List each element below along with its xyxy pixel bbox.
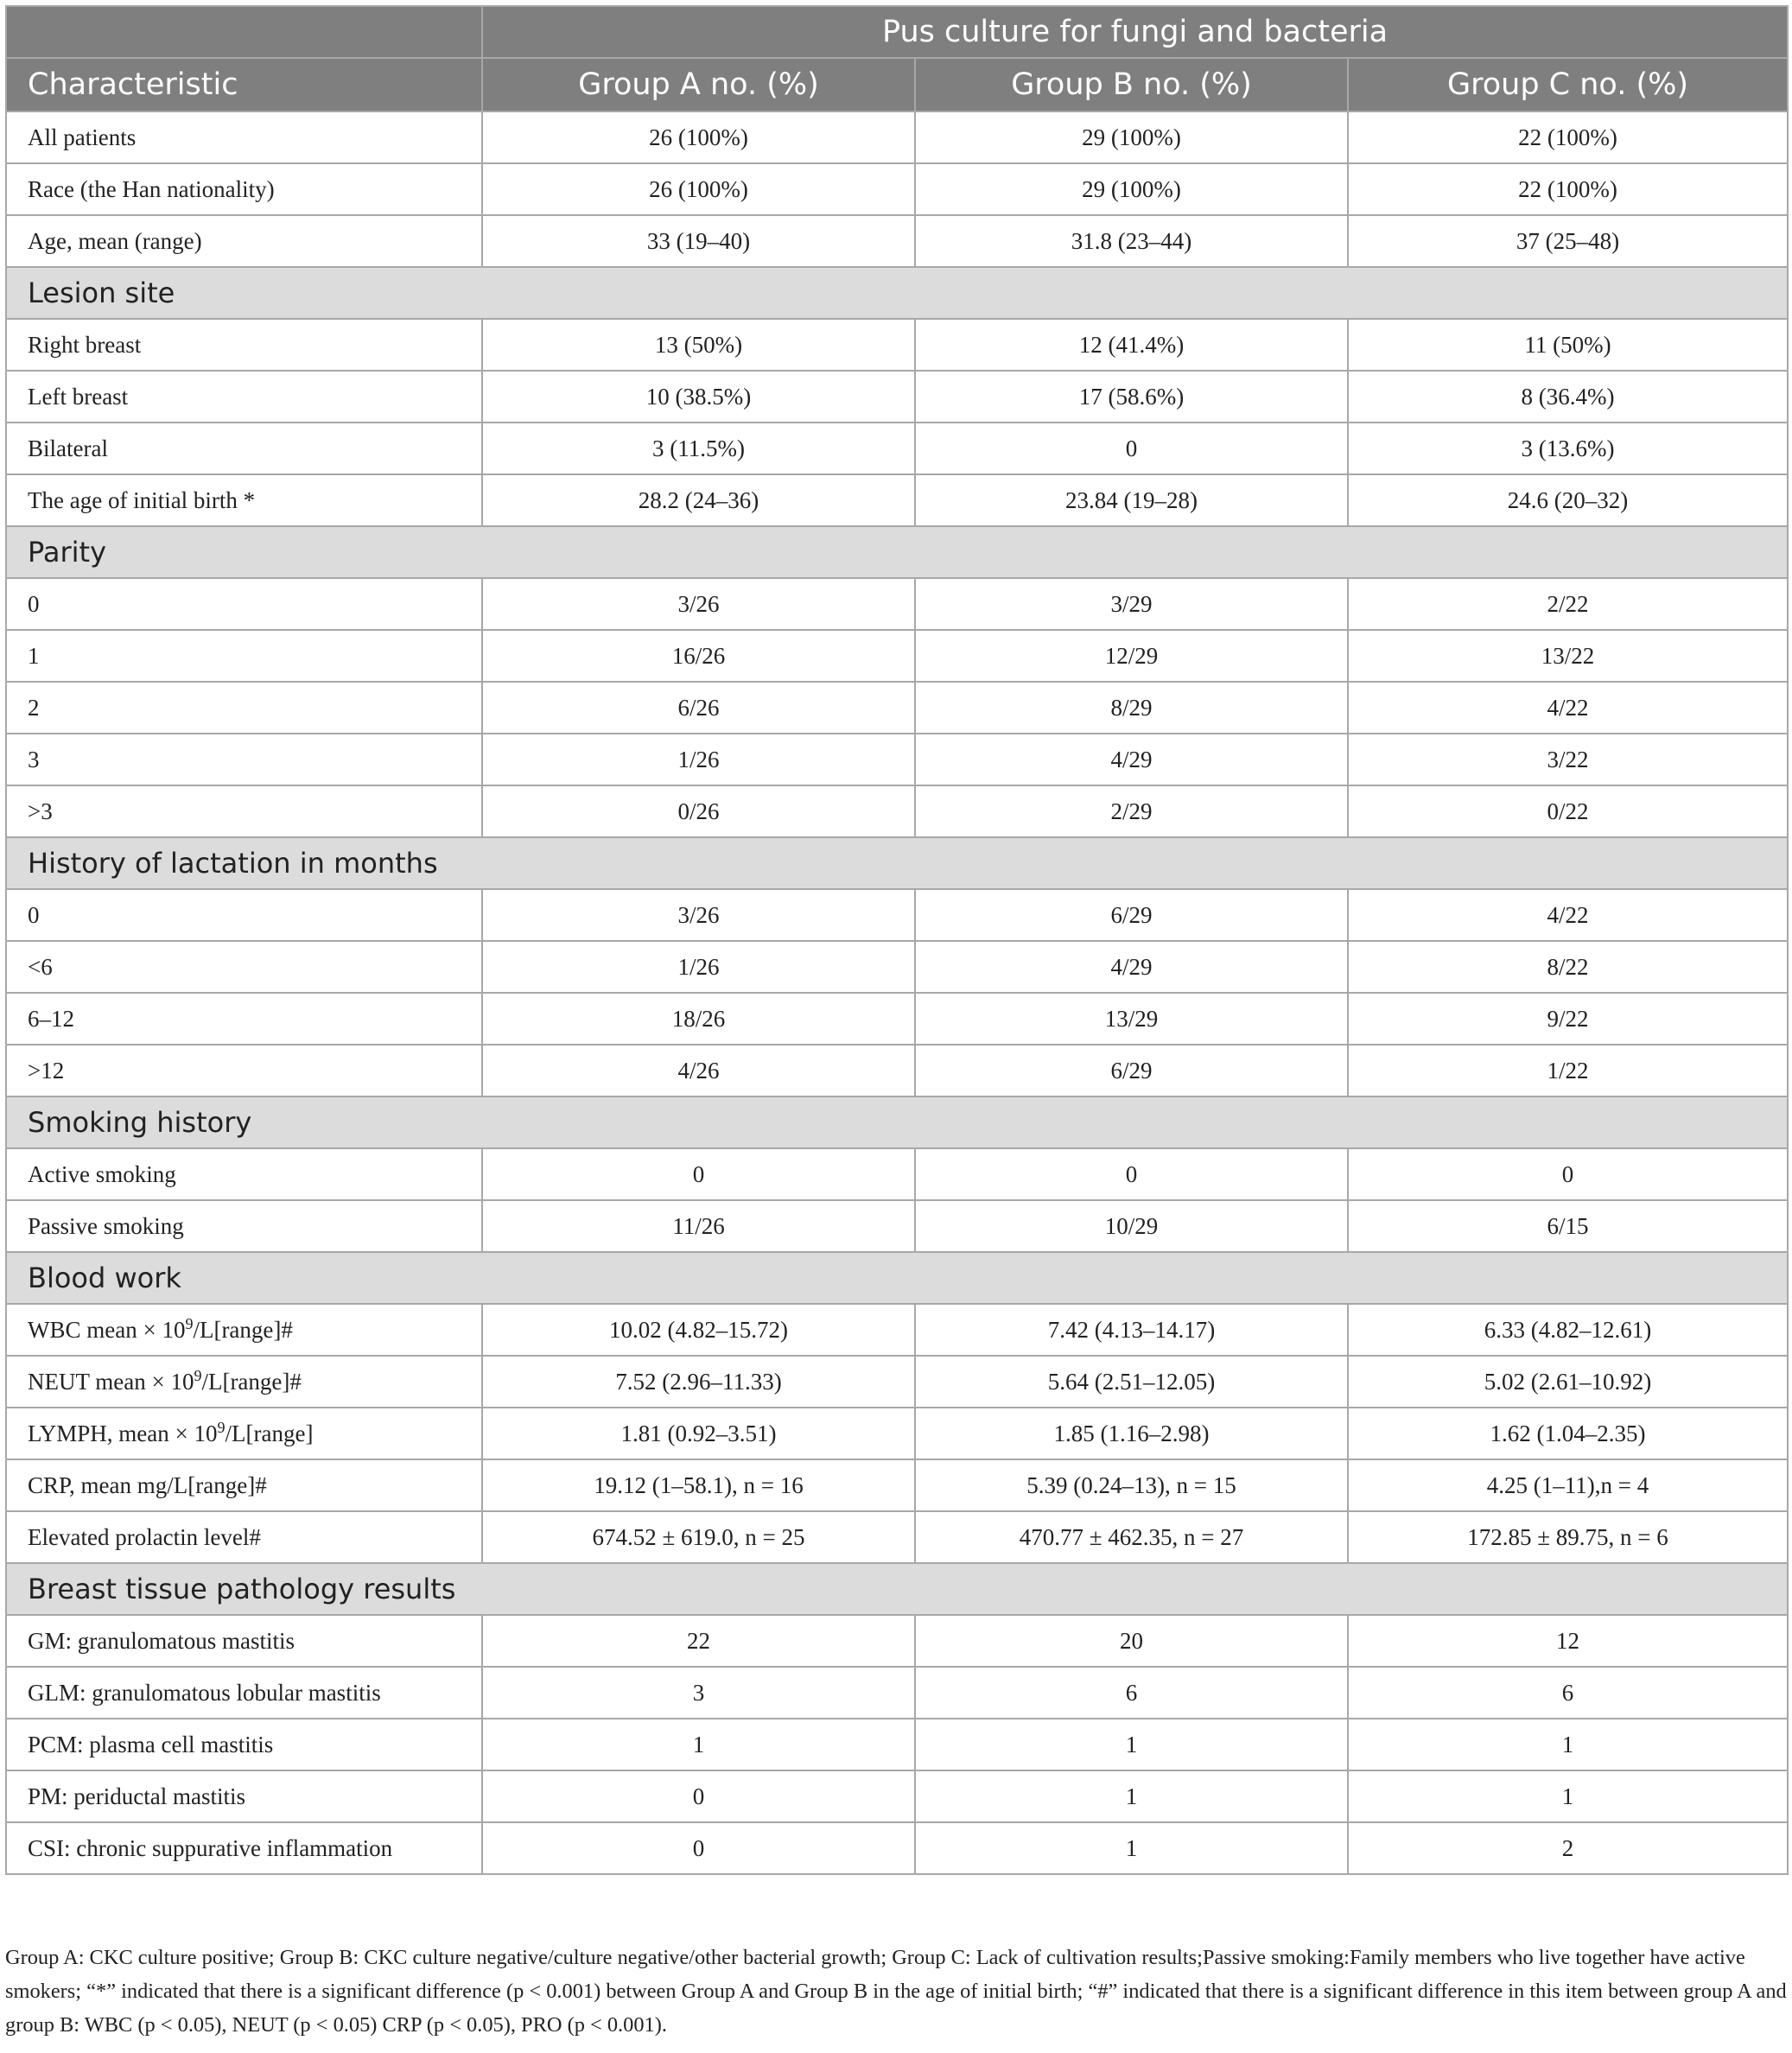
cell-group-b: 5.39 (0.24–13), n = 15	[915, 1459, 1348, 1511]
cell-group-c: 2	[1348, 1822, 1788, 1874]
column-header-group-c: Group C no. (%)	[1348, 58, 1788, 111]
cell-group-a: 26 (100%)	[482, 111, 915, 163]
row-label-superscript: 9	[194, 1366, 202, 1384]
cell-group-a: 22	[482, 1615, 915, 1667]
section-header-row	[6, 1096, 1788, 1148]
cell-group-a: 13 (50%)	[482, 319, 915, 371]
column-header-group-b: Group B no. (%)	[915, 58, 1348, 111]
table-row	[6, 371, 1788, 423]
table-row	[6, 1511, 1788, 1563]
row-label: PM: periductal mastitis	[6, 1770, 482, 1822]
section-header-row	[6, 267, 1788, 319]
row-label: Right breast	[6, 319, 482, 371]
table-row	[6, 630, 1788, 682]
table-row	[6, 1408, 1788, 1459]
row-label: All patients	[6, 111, 482, 163]
row-label-unit: /L[range]	[225, 1420, 314, 1446]
cell-group-c: 24.6 (20–32)	[1348, 474, 1788, 526]
cell-group-b: 470.77 ± 462.35, n = 27	[915, 1511, 1348, 1563]
cell-group-b: 23.84 (19–28)	[915, 474, 1348, 526]
row-label: CSI: chronic suppurative inflammation	[6, 1822, 482, 1874]
table-row	[6, 785, 1788, 837]
column-header-row	[6, 58, 1788, 111]
table-title-row	[6, 6, 1788, 58]
cell-group-a: 16/26	[482, 630, 915, 682]
table-body	[6, 111, 1788, 1874]
table-row	[6, 1667, 1788, 1719]
table-title: Pus culture for fungi and bacteria	[482, 6, 1788, 58]
table-figure	[5, 5, 1787, 1875]
cell-group-c: 1	[1348, 1770, 1788, 1822]
row-label: PCM: plasma cell mastitis	[6, 1719, 482, 1770]
column-header-group-a: Group A no. (%)	[482, 58, 915, 111]
cell-group-a: 3/26	[482, 889, 915, 941]
row-label: >12	[6, 1045, 482, 1096]
section-label: Breast tissue pathology results	[6, 1563, 1788, 1615]
cell-group-c: 6	[1348, 1667, 1788, 1719]
row-label: Active smoking	[6, 1148, 482, 1200]
cell-group-a: 0/26	[482, 785, 915, 837]
cell-group-c: 3/22	[1348, 734, 1788, 785]
cell-group-b: 1	[915, 1770, 1348, 1822]
cell-group-c: 3 (13.6%)	[1348, 423, 1788, 474]
cell-group-c: 13/22	[1348, 630, 1788, 682]
cell-group-b: 7.42 (4.13–14.17)	[915, 1304, 1348, 1356]
row-label: 2	[6, 682, 482, 734]
cell-group-a: 4/26	[482, 1045, 915, 1096]
cell-group-b: 6/29	[915, 889, 1348, 941]
section-header-row	[6, 1563, 1788, 1615]
cell-group-a: 10.02 (4.82–15.72)	[482, 1304, 915, 1356]
cell-group-a: 28.2 (24–36)	[482, 474, 915, 526]
data-table	[5, 5, 1789, 1875]
cell-group-b: 6/29	[915, 1045, 1348, 1096]
section-label: Blood work	[6, 1252, 1788, 1304]
cell-group-b: 2/29	[915, 785, 1348, 837]
cell-group-b: 6	[915, 1667, 1348, 1719]
section-label: Parity	[6, 526, 1788, 578]
row-label	[6, 1408, 482, 1459]
row-label: 0	[6, 889, 482, 941]
row-label: 0	[6, 578, 482, 630]
section-label: Smoking history	[6, 1096, 1788, 1148]
cell-group-c: 172.85 ± 89.75, n = 6	[1348, 1511, 1788, 1563]
cell-group-b: 3/29	[915, 578, 1348, 630]
cell-group-a: 33 (19–40)	[482, 215, 915, 267]
cell-group-a: 1	[482, 1719, 915, 1770]
cell-group-b: 8/29	[915, 682, 1348, 734]
cell-group-b: 17 (58.6%)	[915, 371, 1348, 423]
table-row	[6, 889, 1788, 941]
cell-group-c: 0/22	[1348, 785, 1788, 837]
table-row	[6, 993, 1788, 1045]
row-label: The age of initial birth *	[6, 474, 482, 526]
table-row	[6, 734, 1788, 785]
cell-group-b: 13/29	[915, 993, 1348, 1045]
cell-group-b: 1	[915, 1822, 1348, 1874]
cell-group-b: 0	[915, 1148, 1348, 1200]
row-label-text: NEUT mean × 10	[28, 1368, 194, 1395]
table-row	[6, 111, 1788, 163]
cell-group-a: 10 (38.5%)	[482, 371, 915, 423]
table-row	[6, 474, 1788, 526]
cell-group-a: 19.12 (1–58.1), n = 16	[482, 1459, 915, 1511]
row-label-text: WBC mean × 10	[28, 1316, 186, 1343]
row-label-superscript: 9	[185, 1314, 194, 1332]
cell-group-a: 1/26	[482, 734, 915, 785]
table-row	[6, 215, 1788, 267]
cell-group-b: 29 (100%)	[915, 111, 1348, 163]
row-label: Passive smoking	[6, 1200, 482, 1252]
cell-group-a: 11/26	[482, 1200, 915, 1252]
table-row	[6, 1356, 1788, 1408]
cell-group-a: 3/26	[482, 578, 915, 630]
cell-group-b: 5.64 (2.51–12.05)	[915, 1356, 1348, 1408]
cell-group-c: 22 (100%)	[1348, 163, 1788, 215]
cell-group-c: 8/22	[1348, 941, 1788, 993]
table-row	[6, 941, 1788, 993]
cell-group-c: 2/22	[1348, 578, 1788, 630]
column-header-characteristic: Characteristic	[6, 58, 482, 111]
cell-group-a: 0	[482, 1770, 915, 1822]
row-label: Age, mean (range)	[6, 215, 482, 267]
cell-group-a: 1.81 (0.92–3.51)	[482, 1408, 915, 1459]
table-row	[6, 1822, 1788, 1874]
cell-group-a: 1/26	[482, 941, 915, 993]
cell-group-a: 674.52 ± 619.0, n = 25	[482, 1511, 915, 1563]
section-label: Lesion site	[6, 267, 1788, 319]
table-row	[6, 682, 1788, 734]
table-row	[6, 1459, 1788, 1511]
cell-group-a: 0	[482, 1822, 915, 1874]
cell-group-c: 0	[1348, 1148, 1788, 1200]
row-label: 1	[6, 630, 482, 682]
table-row	[6, 578, 1788, 630]
table-footnote: Group A: CKC culture positive; Group B: CKC culture negative/culture negative/other bacterial growth; Group C: Lack of cultivation results;Passive smoking:Family members who live together have active smokers; “*” indicated that there is a significant difference (p < 0.001) between Group A and Group B in the age of initial birth; “#” indicated that there is a significant difference in this item between group A and group B: WBC (p < 0.05), NEUT (p < 0.05) CRP (p < 0.05), PRO (p < 0.001).	[5, 1946, 1787, 2037]
cell-group-c: 37 (25–48)	[1348, 215, 1788, 267]
cell-group-c: 1/22	[1348, 1045, 1788, 1096]
cell-group-b: 1.85 (1.16–2.98)	[915, 1408, 1348, 1459]
row-label: Left breast	[6, 371, 482, 423]
row-label	[6, 1356, 482, 1408]
cell-group-b: 4/29	[915, 734, 1348, 785]
row-label: Elevated prolactin level#	[6, 1511, 482, 1563]
cell-group-c: 1.62 (1.04–2.35)	[1348, 1408, 1788, 1459]
table-row	[6, 1200, 1788, 1252]
row-label: GM: granulomatous mastitis	[6, 1615, 482, 1667]
section-header-row	[6, 837, 1788, 889]
cell-group-b: 0	[915, 423, 1348, 474]
row-label: 3	[6, 734, 482, 785]
cell-group-c: 4/22	[1348, 889, 1788, 941]
cell-group-b: 29 (100%)	[915, 163, 1348, 215]
cell-group-a: 7.52 (2.96–11.33)	[482, 1356, 915, 1408]
cell-group-a: 0	[482, 1148, 915, 1200]
cell-group-c: 9/22	[1348, 993, 1788, 1045]
table-row	[6, 319, 1788, 371]
cell-group-c: 6.33 (4.82–12.61)	[1348, 1304, 1788, 1356]
row-label: >3	[6, 785, 482, 837]
row-label: 6–12	[6, 993, 482, 1045]
row-label-superscript: 9	[217, 1418, 226, 1436]
cell-group-a: 3	[482, 1667, 915, 1719]
cell-group-a: 3 (11.5%)	[482, 423, 915, 474]
cell-group-b: 31.8 (23–44)	[915, 215, 1348, 267]
table-row	[6, 1719, 1788, 1770]
row-label: Race (the Han nationality)	[6, 163, 482, 215]
table-row	[6, 423, 1788, 474]
row-label-text: LYMPH, mean × 10	[28, 1420, 218, 1446]
cell-group-a: 26 (100%)	[482, 163, 915, 215]
cell-group-b: 10/29	[915, 1200, 1348, 1252]
section-header-row	[6, 1252, 1788, 1304]
cell-group-c: 12	[1348, 1615, 1788, 1667]
cell-group-c: 5.02 (2.61–10.92)	[1348, 1356, 1788, 1408]
section-label: History of lactation in months	[6, 837, 1788, 889]
table-row	[6, 163, 1788, 215]
cell-group-b: 12 (41.4%)	[915, 319, 1348, 371]
cell-group-b: 20	[915, 1615, 1348, 1667]
cell-group-a: 6/26	[482, 682, 915, 734]
cell-group-c: 4/22	[1348, 682, 1788, 734]
cell-group-a: 18/26	[482, 993, 915, 1045]
cell-group-c: 22 (100%)	[1348, 111, 1788, 163]
table-row	[6, 1148, 1788, 1200]
table-row	[6, 1045, 1788, 1096]
table-row	[6, 1770, 1788, 1822]
table-row	[6, 1615, 1788, 1667]
cell-group-c: 11 (50%)	[1348, 319, 1788, 371]
cell-group-b: 4/29	[915, 941, 1348, 993]
row-label-unit: /L[range]#	[201, 1368, 302, 1395]
title-spacer-cell	[6, 6, 482, 58]
row-label: CRP, mean mg/L[range]#	[6, 1459, 482, 1511]
cell-group-b: 12/29	[915, 630, 1348, 682]
row-label: Bilateral	[6, 423, 482, 474]
cell-group-b: 1	[915, 1719, 1348, 1770]
table-row	[6, 1304, 1788, 1356]
cell-group-c: 8 (36.4%)	[1348, 371, 1788, 423]
cell-group-c: 4.25 (1–11),n = 4	[1348, 1459, 1788, 1511]
section-header-row	[6, 526, 1788, 578]
row-label: <6	[6, 941, 482, 993]
cell-group-c: 6/15	[1348, 1200, 1788, 1252]
row-label-unit: /L[range]#	[193, 1316, 293, 1343]
cell-group-c: 1	[1348, 1719, 1788, 1770]
row-label	[6, 1304, 482, 1356]
row-label: GLM: granulomatous lobular mastitis	[6, 1667, 482, 1719]
